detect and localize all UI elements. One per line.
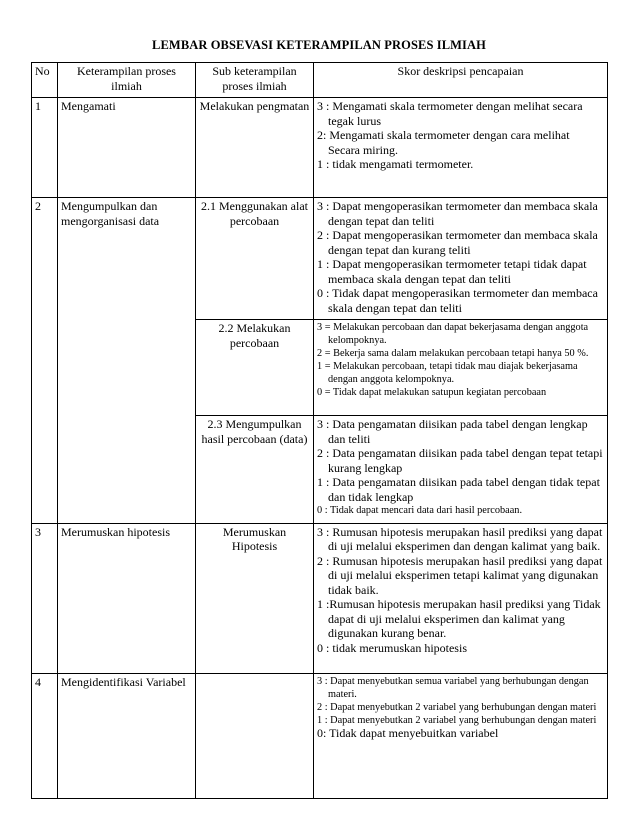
table-row xyxy=(32,198,608,320)
score-line: 2 : Rumusan hipotesis merupakan hasil prediksi yang dapat di uji melalui eksperimen tetapi kalimat yang digunakan tidak baik. xyxy=(317,553,603,597)
row-number: 4 xyxy=(32,673,58,798)
score-line: 0 = Tidak dapat melakukan satupun kegiatan percobaan xyxy=(317,387,547,398)
observation-table xyxy=(31,62,608,799)
score-line: 3 = Melakukan percobaan dan dapat bekerjasama dengan anggota kelompoknya. xyxy=(317,322,589,346)
score-line: 1 : Dapat mengoperasikan termometer tetapi tidak dapat membaca skala dengan tepat dan teliti xyxy=(317,257,587,286)
score-cell xyxy=(314,198,608,320)
score-line: 3 : Data pengamatan diisikan pada tabel dengan lengkap dan teliti xyxy=(317,417,588,446)
score-cell xyxy=(314,98,608,198)
header-skor: Skor deskripsi pencapaian xyxy=(314,63,608,98)
score-line: 0 : tidak merumuskan hipotesis xyxy=(317,640,467,655)
skill-cell: Mengamati xyxy=(58,98,196,198)
score-line: 3 : Rumusan hipotesis merupakan hasil prediksi yang dapat di uji melalui eksperimen dan dengan kalimat yang baik. xyxy=(317,524,603,553)
header-no: No xyxy=(32,63,58,98)
score-line: 2 : Dapat mengoperasikan termometer dan membaca skala dengan tepat dan kurang teliti xyxy=(317,228,598,257)
score-line: 0 : Tidak dapat mencari data dari hasil percobaan. xyxy=(317,505,523,516)
score-line: 1 : Dapat menyebutkan 2 variabel yang berhubungan dengan materi xyxy=(317,714,597,726)
skill-cell: Mengidentifikasi Variabel xyxy=(58,673,196,798)
table-row xyxy=(32,673,608,798)
score-line: 2: Mengamati skala termometer dengan cara melihat Secara miring. xyxy=(317,128,570,157)
header-sub-keterampilan: Sub keterampilan proses ilmiah xyxy=(196,63,314,98)
score-line: 1 : tidak mengamati termometer. xyxy=(317,157,474,171)
row-number: 2 xyxy=(32,198,58,524)
score-line: 2 = Bekerja sama dalam melakukan percobaan tetapi hanya 50 %. xyxy=(317,348,589,359)
skill-cell: Merumuskan hipotesis xyxy=(58,523,196,673)
sub-skill-cell: Melakukan pengmatan xyxy=(196,98,314,198)
score-line: 2 : Data pengamatan diisikan pada tabel dengan tepat tetapi kurang lengkap xyxy=(317,446,603,475)
table-header-row xyxy=(32,63,608,98)
score-line: 3 : Mengamati skala termometer dengan melihat secara tegak lurus xyxy=(317,99,583,128)
score-line: 0: Tidak dapat menyebuitkan variabel xyxy=(317,725,499,740)
row-number: 1 xyxy=(32,98,58,198)
score-line: 1 : Data pengamatan diisikan pada tabel dengan tidak tepat dan tidak lengkap xyxy=(317,475,600,504)
header-keterampilan: Keterampilan proses ilmiah xyxy=(58,63,196,98)
score-cell xyxy=(314,416,608,524)
sub-skill-cell: 2.1 Menggunakan alat percobaan xyxy=(196,198,314,320)
table-row xyxy=(32,523,608,673)
score-line: 0 : Tidak dapat mengoperasikan termometer dan membaca skala dengan tepat dan teliti xyxy=(317,286,598,315)
document-title: LEMBAR OBSEVASI KETERAMPILAN PROSES ILMIAH xyxy=(152,38,486,52)
score-line: 2 : Dapat menyebutkan 2 variabel yang berhubungan dengan materi xyxy=(317,701,597,713)
skill-cell: Mengumpulkan dan mengorganisasi data xyxy=(58,198,196,524)
score-line: 1 = Melakukan percobaan, tetapi tidak mau diajak bekerjasama dengan anggota kelompoknya. xyxy=(317,361,578,385)
sub-skill-cell: 2.3 Mengumpulkan hasil percobaan (data) xyxy=(196,416,314,524)
score-line: 3 : Dapat mengoperasikan termometer dan membaca skala dengan tepat dan teliti xyxy=(317,199,598,228)
score-cell xyxy=(314,523,608,673)
sub-skill-cell xyxy=(196,673,314,798)
row-number: 3 xyxy=(32,523,58,673)
sub-skill-cell: 2.2 Melakukan percobaan xyxy=(196,320,314,416)
score-cell xyxy=(314,320,608,416)
score-line: 3 : Dapat menyebutkan semua variabel yang berhubungan dengan materi. xyxy=(317,675,589,700)
table-row xyxy=(32,98,608,198)
score-line: 1 :Rumusan hipotesis merupakan hasil prediksi yang Tidak dapat di uji melalui eksperimen dan kalimat yang digunakan kurang benar. xyxy=(317,597,601,640)
sub-skill-cell: Merumuskan Hipotesis xyxy=(196,523,314,673)
score-cell xyxy=(314,673,608,798)
